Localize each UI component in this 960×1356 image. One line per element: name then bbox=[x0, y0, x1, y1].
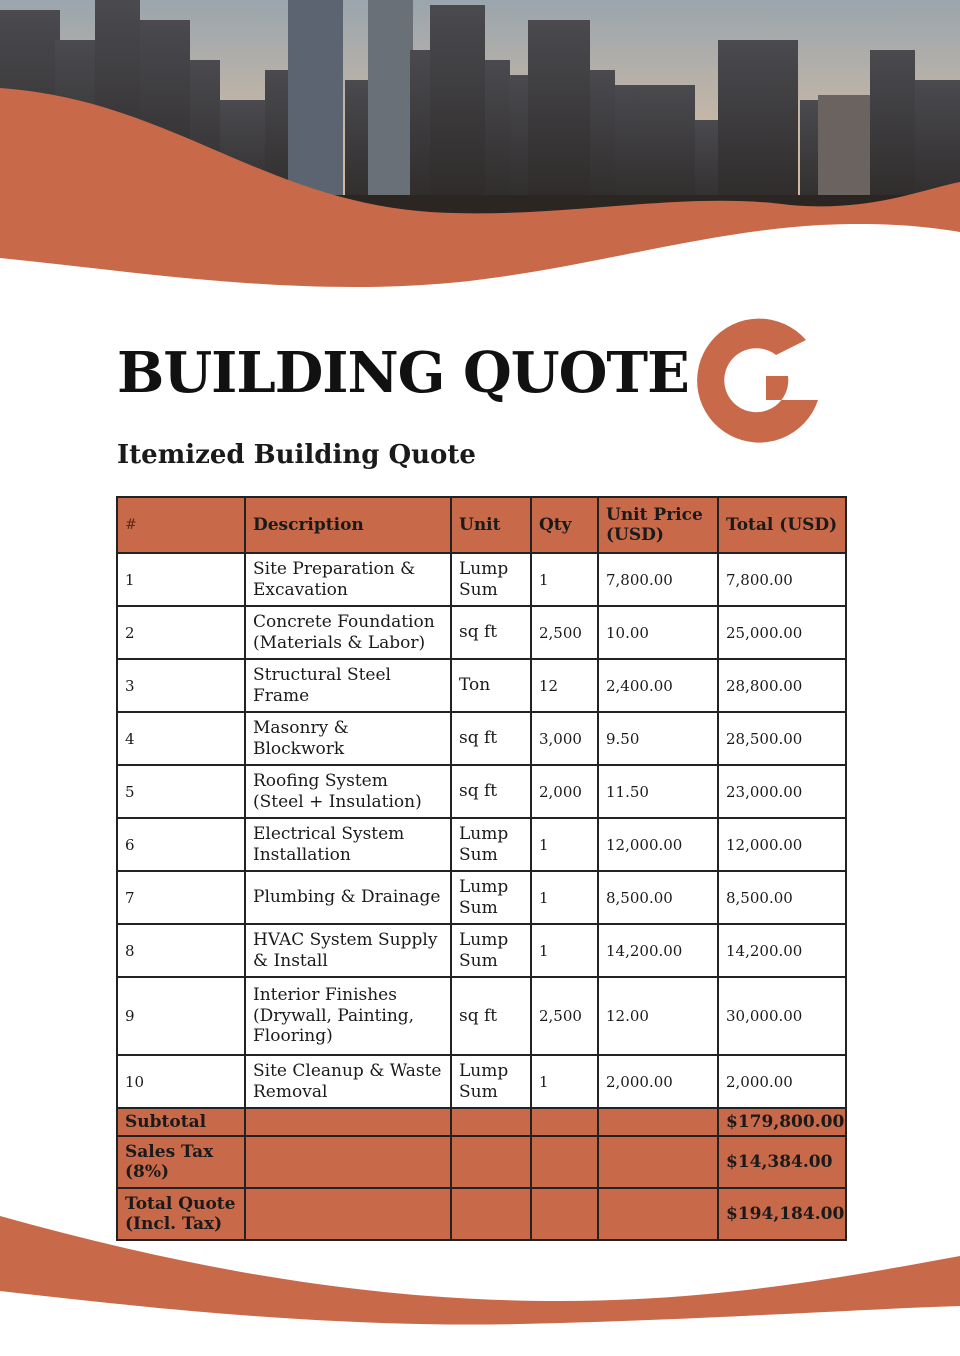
cell-qty: 12 bbox=[531, 659, 598, 712]
cell-qty: 1 bbox=[531, 818, 598, 871]
cell-description: Masonry & Blockwork bbox=[245, 712, 451, 765]
total-row bbox=[117, 1188, 846, 1240]
cell-qty: 2,500 bbox=[531, 606, 598, 659]
header-skyline-image bbox=[0, 0, 960, 300]
header-description: Description bbox=[245, 497, 451, 553]
cell-index: 5 bbox=[117, 765, 245, 818]
cell-unit-price: 10.00 bbox=[598, 606, 718, 659]
cell-unit: sq ft bbox=[451, 606, 531, 659]
cell-unit-price: 12.00 bbox=[598, 977, 718, 1055]
cell-index: 4 bbox=[117, 712, 245, 765]
cell-total: 12,000.00 bbox=[718, 818, 846, 871]
subtotal-row bbox=[117, 1108, 846, 1136]
cell-index: 10 bbox=[117, 1055, 245, 1108]
cell-index: 9 bbox=[117, 977, 245, 1055]
cell-unit: Lump Sum bbox=[451, 553, 531, 606]
cell-unit-price: 8,500.00 bbox=[598, 871, 718, 924]
cell-description: Site Preparation & Excavation bbox=[245, 553, 451, 606]
cell-description: Interior Finishes (Drywall, Painting, Flooring) bbox=[245, 977, 451, 1055]
cell-total: 30,000.00 bbox=[718, 977, 846, 1055]
cell-qty: 1 bbox=[531, 1055, 598, 1108]
cell-unit: Lump Sum bbox=[451, 871, 531, 924]
table-row bbox=[117, 606, 846, 659]
quote-table bbox=[116, 496, 847, 1241]
cell-total: 28,800.00 bbox=[718, 659, 846, 712]
cell-qty: 1 bbox=[531, 871, 598, 924]
header-qty: Qty bbox=[531, 497, 598, 553]
table-row bbox=[117, 818, 846, 871]
table-row bbox=[117, 659, 846, 712]
cell-unit: Lump Sum bbox=[451, 1055, 531, 1108]
header-unit-price: Unit Price (USD) bbox=[598, 497, 718, 553]
cell-qty: 2,500 bbox=[531, 977, 598, 1055]
cell-index: 2 bbox=[117, 606, 245, 659]
cell-description: Site Cleanup & Waste Removal bbox=[245, 1055, 451, 1108]
header-total: Total (USD) bbox=[718, 497, 846, 553]
cell-qty: 1 bbox=[531, 553, 598, 606]
cell-total: 7,800.00 bbox=[718, 553, 846, 606]
cell-unit: Lump Sum bbox=[451, 818, 531, 871]
table-header-row bbox=[117, 497, 846, 553]
cell-index: 8 bbox=[117, 924, 245, 977]
cell-qty: 1 bbox=[531, 924, 598, 977]
subtotal-label: Subtotal bbox=[117, 1108, 245, 1136]
subtotal-value: $179,800.00 bbox=[718, 1108, 846, 1136]
cell-unit: sq ft bbox=[451, 765, 531, 818]
cell-total: 28,500.00 bbox=[718, 712, 846, 765]
cell-unit: Ton bbox=[451, 659, 531, 712]
cell-index: 6 bbox=[117, 818, 245, 871]
table-row bbox=[117, 924, 846, 977]
cell-description: Roofing System (Steel + Insulation) bbox=[245, 765, 451, 818]
table-row bbox=[117, 765, 846, 818]
tax-row bbox=[117, 1136, 846, 1188]
table-row bbox=[117, 553, 846, 606]
g-logo-icon bbox=[688, 312, 830, 454]
cell-total: 23,000.00 bbox=[718, 765, 846, 818]
cell-description: Plumbing & Drainage bbox=[245, 871, 451, 924]
cell-unit: sq ft bbox=[451, 977, 531, 1055]
cell-unit-price: 2,000.00 bbox=[598, 1055, 718, 1108]
cell-unit-price: 2,400.00 bbox=[598, 659, 718, 712]
cell-unit: sq ft bbox=[451, 712, 531, 765]
table-row bbox=[117, 871, 846, 924]
cell-total: 2,000.00 bbox=[718, 1055, 846, 1108]
cell-index: 7 bbox=[117, 871, 245, 924]
header-unit: Unit bbox=[451, 497, 531, 553]
tax-value: $14,384.00 bbox=[718, 1136, 846, 1188]
cell-qty: 2,000 bbox=[531, 765, 598, 818]
cell-unit-price: 11.50 bbox=[598, 765, 718, 818]
cell-total: 8,500.00 bbox=[718, 871, 846, 924]
cell-index: 3 bbox=[117, 659, 245, 712]
tax-label: Sales Tax (8%) bbox=[117, 1136, 245, 1188]
cell-index: 1 bbox=[117, 553, 245, 606]
total-label: Total Quote (Incl. Tax) bbox=[117, 1188, 245, 1240]
total-value: $194,184.00 bbox=[718, 1188, 846, 1240]
table-row bbox=[117, 977, 846, 1055]
cell-unit-price: 12,000.00 bbox=[598, 818, 718, 871]
cell-unit-price: 9.50 bbox=[598, 712, 718, 765]
page-subtitle: Itemized Building Quote bbox=[117, 440, 476, 470]
cell-unit: Lump Sum bbox=[451, 924, 531, 977]
table-row bbox=[117, 1055, 846, 1108]
cell-unit-price: 14,200.00 bbox=[598, 924, 718, 977]
cell-total: 25,000.00 bbox=[718, 606, 846, 659]
cell-qty: 3,000 bbox=[531, 712, 598, 765]
cell-description: Concrete Foundation (Materials & Labor) bbox=[245, 606, 451, 659]
cell-description: Electrical System Installation bbox=[245, 818, 451, 871]
table-row bbox=[117, 712, 846, 765]
cell-description: HVAC System Supply & Install bbox=[245, 924, 451, 977]
cell-unit-price: 7,800.00 bbox=[598, 553, 718, 606]
cell-description: Structural Steel Frame bbox=[245, 659, 451, 712]
header-index: # bbox=[117, 497, 245, 553]
page-title: BUILDING QUOTE bbox=[117, 340, 689, 406]
cell-total: 14,200.00 bbox=[718, 924, 846, 977]
